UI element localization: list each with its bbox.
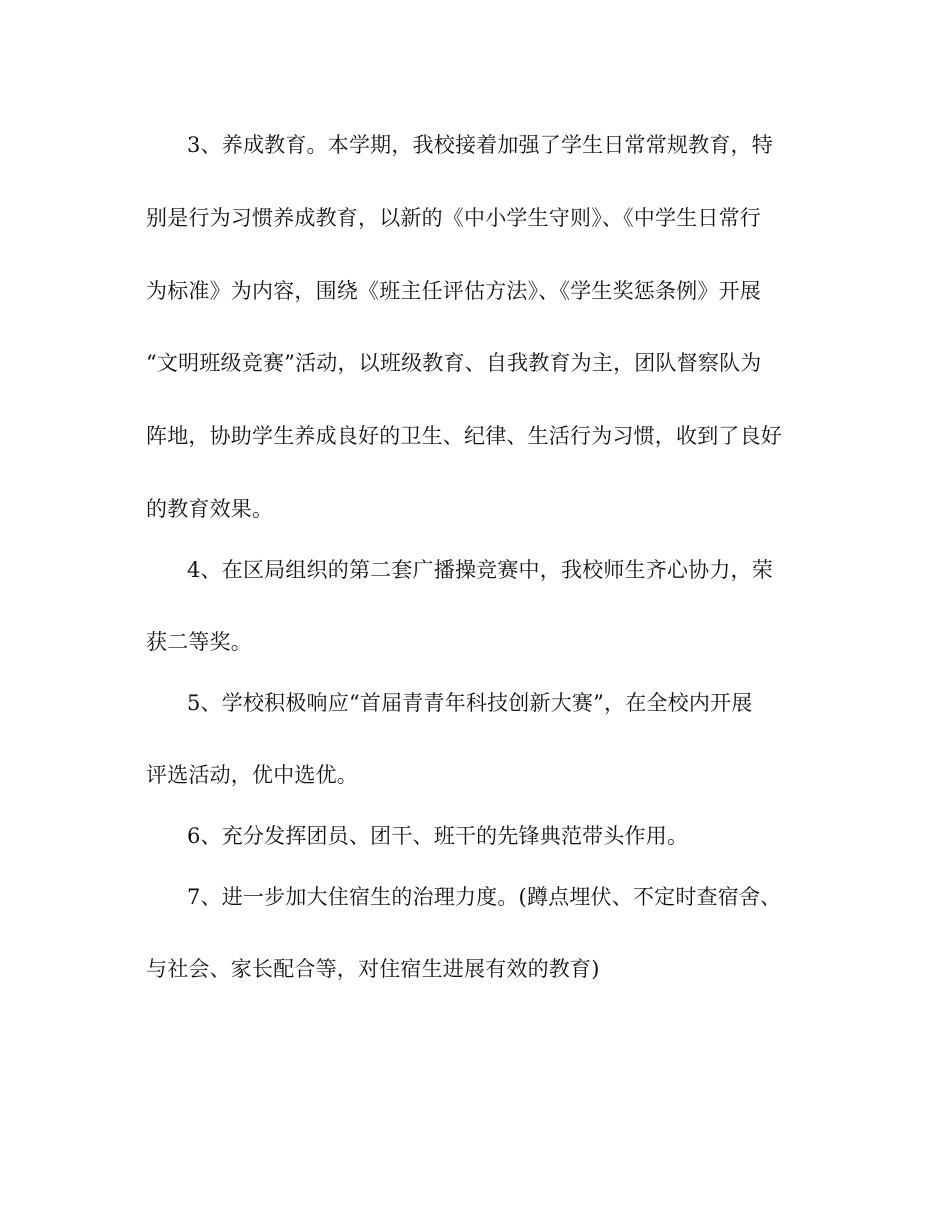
paragraph-3-line-4: “文明班级竞赛”活动，以班级教育、自我教育为主，团队督察队为 <box>146 351 762 375</box>
paragraph-3-line-1: 3、养成教育。本学期，我校接着加强了学生日常常规教育，特 <box>187 133 773 157</box>
paragraph-3-line-6: 的教育效果。 <box>146 497 274 521</box>
paragraph-4-line-1: 4、在区局组织的第二套广播操竞赛中，我校师生齐心协力，荣 <box>187 558 773 582</box>
paragraph-3-line-5: 阵地，协助学生养成良好的卫生、纪律、生活行为习惯，收到了良好 <box>146 424 782 448</box>
paragraph-7-line-1: 7、进一步加大住宿生的治理力度。(蹲点埋伏、不定时查宿舍、 <box>187 885 782 909</box>
paragraph-3-line-3: 为标准》为内容，围绕《班主任评估方法》、《学生奖惩条例》开展 <box>146 279 761 303</box>
paragraph-3-line-2: 别是行为习惯养成教育，以新的《中小学生守则》、《中学生日常行 <box>146 206 761 230</box>
paragraph-5-line-1: 5、学校积极响应“首届青青年科技创新大赛”，在全校内开展 <box>187 691 753 715</box>
paragraph-4-line-2: 获二等奖。 <box>146 630 252 654</box>
paragraph-7-line-2: 与社会、家长配合等，对住宿生进展有效的教育) <box>146 957 600 981</box>
paragraph-6-line-1: 6、充分发挥团员、团干、班干的先锋典范带头作用。 <box>187 824 689 848</box>
paragraph-5-line-2: 评选活动，优中选优。 <box>146 763 358 787</box>
